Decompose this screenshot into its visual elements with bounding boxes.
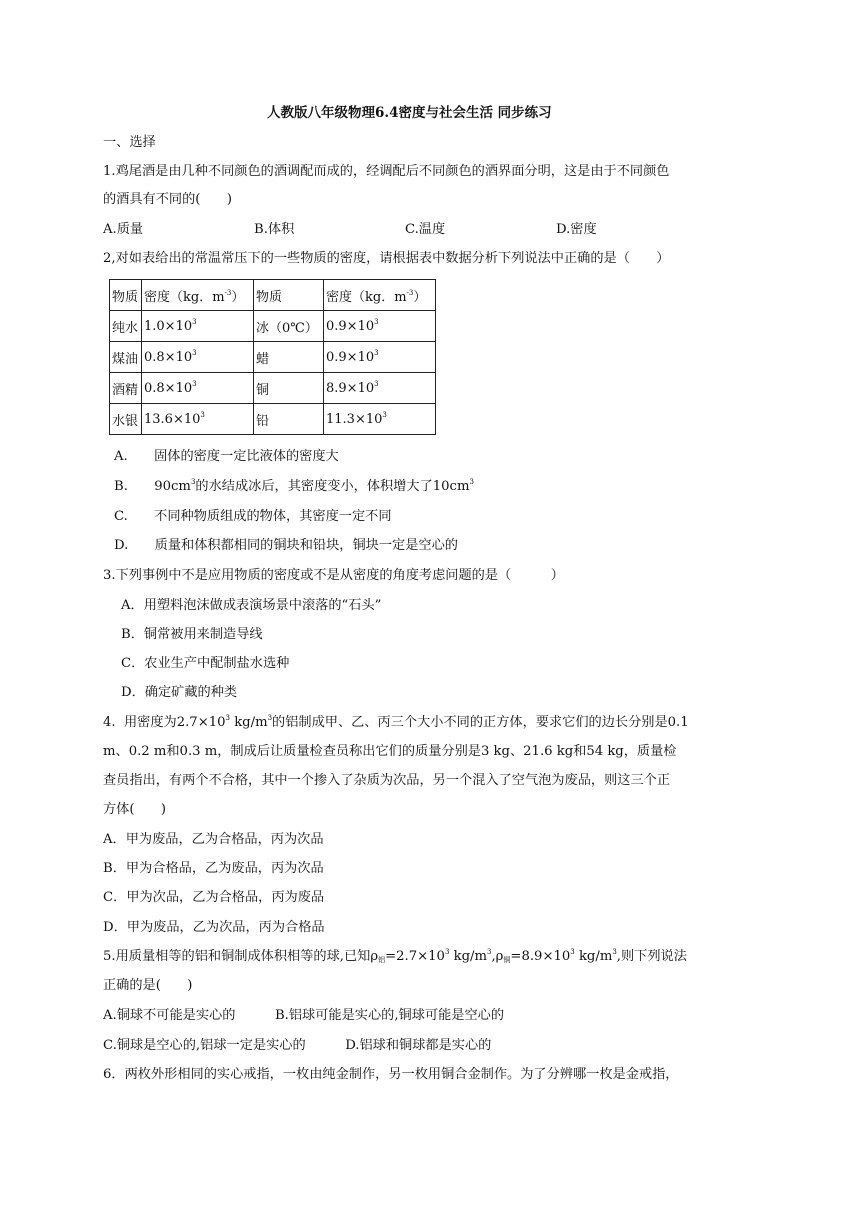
- q3-option-a: A．用塑料泡沫做成表演场景中滚落的“石头”: [121, 598, 382, 613]
- q1-option-b: B.体积: [254, 222, 295, 237]
- table-cell: 冰（0℃）: [254, 311, 324, 342]
- q5-options-cd: C.铜球是空心的,铝球一定是实心的 D.铝球和铜球都是实心的: [103, 1038, 492, 1053]
- table-row: [110, 342, 436, 373]
- table-cell: 蜡: [254, 342, 324, 373]
- section-heading: 一、选择: [103, 135, 156, 150]
- q5-options-ab: A.铜球不可能是实心的 B.铝球可能是实心的,铜球可能是空心的: [103, 1008, 505, 1023]
- q2-stem: 2,对如表给出的常温常压下的一些物质的密度，请根据表中数据分析下列说法中正确的是（ ）: [103, 251, 670, 266]
- q3-stem: 3.下列事例中不是应用物质的密度或不是从密度的角度考虑问题的是（ ）: [103, 568, 564, 583]
- table-cell: $0.9\times 10^3$: [324, 342, 436, 373]
- q2-option-d: D. 质量和体积都相同的铜块和铅块，铜块一定是空心的: [114, 538, 458, 553]
- table-row: [110, 404, 436, 435]
- header-cell: 密度（kg．$m^{-3}$）: [324, 280, 436, 311]
- table-row: [110, 311, 436, 342]
- q4-stem-line4: 方体( ): [103, 802, 167, 817]
- header-cell: 物质: [254, 280, 324, 311]
- q2-option-a: A. 固体的密度一定比液体的密度大: [114, 449, 339, 464]
- header-cell: 物质: [110, 280, 142, 311]
- q3-option-b: B．铜常被用来制造导线: [121, 627, 263, 642]
- q1-option-c: C.温度: [405, 222, 446, 237]
- table-cell: 水银: [110, 404, 142, 435]
- table-cell: 纯水: [110, 311, 142, 342]
- q4-option-b: B．甲为合格品，乙为废品，丙为次品: [103, 861, 324, 876]
- table-cell: 铜: [254, 373, 324, 404]
- table-cell: $0.8\times 10^3$: [142, 342, 254, 373]
- table-cell: 煤油: [110, 342, 142, 373]
- page-title: 人教版八年级物理6.4密度与社会生活 同步练习: [267, 105, 552, 121]
- q1-option-a: A.质量: [103, 222, 144, 237]
- q1-stem-line2: 的酒具有不同的( ): [103, 192, 232, 207]
- density-table: [109, 279, 436, 435]
- table-row: [110, 373, 436, 404]
- q4-stem-line1: 4. 用密度为$2.7\times 10^3$ $kg/m^3$的铝制成甲、乙、丙三个大小不同的正方体，要求它们的边长分别是0.1: [103, 714, 689, 730]
- table-cell: 铅: [254, 404, 324, 435]
- q4-option-c: C．甲为次品，乙为合格品，丙为废品: [103, 890, 325, 905]
- table-cell: $0.8\times 10^3$: [142, 373, 254, 404]
- q4-stem-line3: 查员指出，有两个不合格，其中一个掺入了杂质为次品，另一个混入了空气泡为废品，则这三个正: [103, 773, 671, 788]
- q6-stem-line1: 6．两枚外形相同的实心戒指，一枚由纯金制作，另一枚用铜合金制作。为了分辨哪一枚是金戒指，: [103, 1067, 679, 1082]
- q1-option-d: D.密度: [556, 222, 597, 237]
- q2-option-b: B. $90cm^3$的水结成冰后，其密度变小，体积增大了$10cm^3$: [114, 478, 474, 494]
- header-cell: 密度（kg．$m^{-3}$）: [142, 280, 254, 311]
- q4-stem-line2: m、0.2 m和0.3 m，制成后让质量检查员称出它们的质量分别是3 kg、21.6 kg和54 kg，质量检: [103, 744, 677, 759]
- table-cell: $11.3\times 10^3$: [324, 404, 436, 435]
- q3-option-c: C．农业生产中配制盐水选种: [121, 656, 290, 671]
- q5-stem-line2: 正确的是( ): [103, 978, 193, 993]
- table-cell: $1.0\times 10^3$: [142, 311, 254, 342]
- q4-option-d: D．甲为废品，乙为次品，丙为合格品: [103, 920, 325, 935]
- q5-stem-line1: 5.用质量相等的铝和铜制成体积相等的球,已知$\rho_铝=2.7\times 10^3$ $kg/m^3,\rho_铜=8.9\times 10^3$ $kg/m^3$,则下列说法: [103, 948, 687, 964]
- table-cell: 酒精: [110, 373, 142, 404]
- table-cell: $13.6\times 10^3$: [142, 404, 254, 435]
- table-cell: $8.9\times 10^3$: [324, 373, 436, 404]
- q2-option-c: C. 不同种物质组成的物体，其密度一定不同: [114, 509, 392, 524]
- table-cell: $0.9\times 10^3$: [324, 311, 436, 342]
- q1-stem-line1: 1.鸡尾酒是由几种不同颜色的酒调配而成的，经调配后不同颜色的酒界面分明，这是由于不同颜色: [103, 164, 670, 179]
- q3-option-d: D．确定矿藏的种类: [121, 685, 238, 700]
- table-header-row: [110, 280, 436, 311]
- q4-option-a: A．甲为废品，乙为合格品，丙为次品: [103, 832, 324, 847]
